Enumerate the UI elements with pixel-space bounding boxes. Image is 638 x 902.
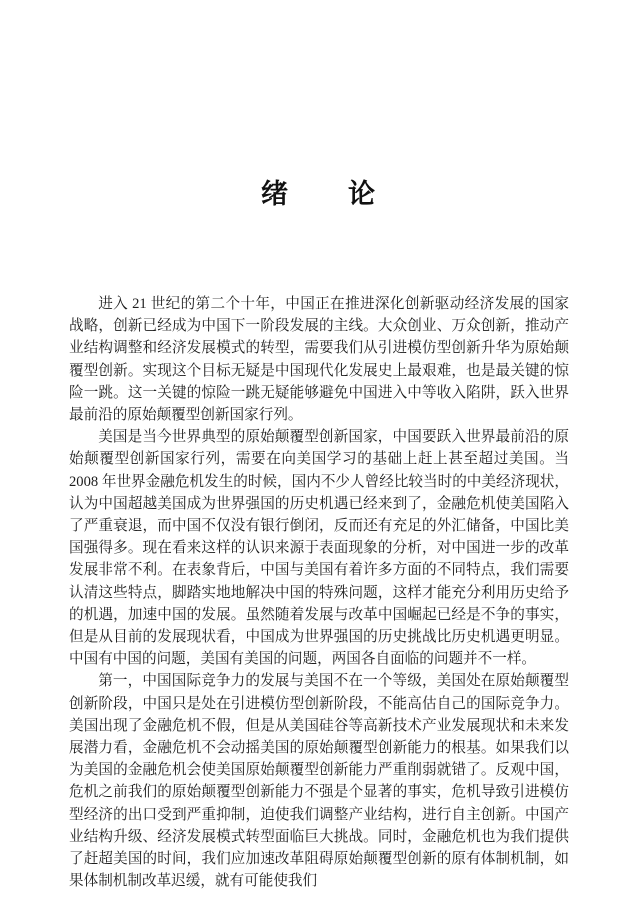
body-text [69,293,569,892]
chapter-title: 绪 论 [261,179,377,209]
paragraph: 第一，中国国际竞争力的发展与美国不在一个等级，美国处在原始颠覆型创新阶段，中国只是处在引进模仿型创新阶段，不能高估自己的国际竞争力。美国出现了金融危机不假，但是从美国硅谷等高新技术产业发展现状和未来发展潜力看，金融危机不会动摇美国的原始颠覆型创新能力的根基。如果我们以为美国的金融危机会使美国原始颠覆型创新能力严重削弱就错了。反观中国，危机之前我们的原始颠覆型创新能力不强是个显著的事实，危机导致引进模仿型经济的出口受到严重抑制，迫使我们调整产业结构，进行自主创新。中国产业结构升级、经济发展模式转型面临巨大挑战。同时，金融危机也为我们提供了赶超美国的时间，我们应加速改革阻碍原始颠覆型创新的原有体制机制，如果体制机制改革迟缓，就有可能使我们 [69,673,569,890]
paragraph: 美国是当今世界典型的原始颠覆型创新国家，中国要跃入世界最前沿的原始颠覆型创新国家行列，需要在向美国学习的基础上赶上甚至超过美国。当 2008 年世界金融危机发生的时候，国内不少人曾经比较当时的中美经济现状，认为中国超越美国成为世界强国的历史机遇已经来到了，金融危机使美国陷入了严重衰退，而中国不仅没有银行倒闭，反而还有充足的外汇储备，中国比美国强得多。现在看来这样的认识来源于表面现象的分析，对中国进一步的改革发展非常不利。在表象背后，中国与美国有着许多方面的不同特点，我们需要认清这些特点，脚踏实地地解决中国的特殊问题，这样才能充分利用历史给予的机遇，加速中国的发展。虽然随着发展与改革中国崛起已经是不争的事实，但是从目前的发展现状看，中国成为世界强国的历史挑战比历史机遇更明显。中国有中国的问题，美国有美国的问题，两国各自面临的问题并不一样。 [69,429,569,668]
paragraph: 进入 21 世纪的第二个十年，中国正在推进深化创新驱动经济发展的国家战略，创新已经成为中国下一阶段发展的主线。大众创业、万众创新，推动产业结构调整和经济发展模式的转型，需要我们从引进模仿型创新升华为原始颠覆型创新。实现这个目标无疑是中国现代化发展史上最艰难，也是最关键的惊险一跳。这一关键的惊险一跳无疑能够避免中国进入中等收入陷阱，跃入世界最前沿的原始颠覆型创新国家行列。 [69,296,569,424]
